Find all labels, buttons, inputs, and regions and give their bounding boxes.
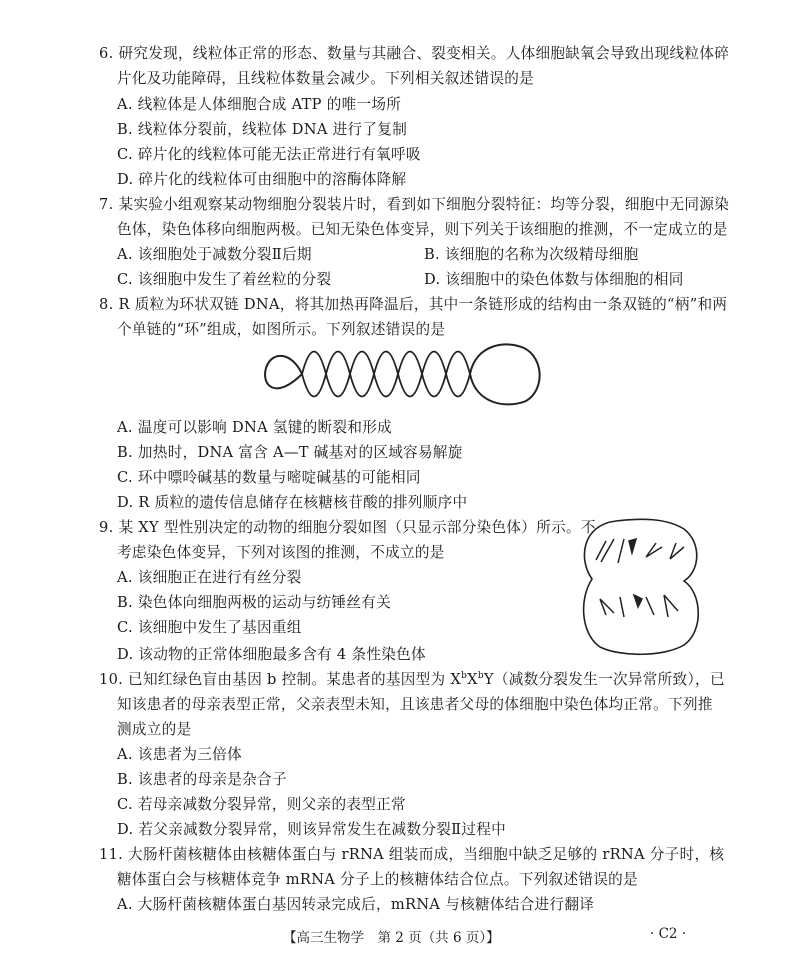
q8-option-d: D. R 质粒的遗传信息储存在核糖核苷酸的排列顺序中 <box>117 494 468 511</box>
q6-option-a: A. 线粒体是人体细胞合成 ATP 的唯一场所 <box>117 96 402 113</box>
q9-option-c: C. 该细胞中发生了基因重组 <box>117 619 302 636</box>
chromosome <box>670 543 684 559</box>
q9-option-a: A. 该细胞正在进行有丝分裂 <box>117 569 302 586</box>
q10-allele-sup-1: b <box>461 671 468 682</box>
q10-stem-line1 <box>99 670 725 690</box>
chromosome <box>620 597 624 617</box>
q7-option-a: A. 该细胞处于减数分裂Ⅱ后期 <box>117 246 312 263</box>
q10-option-c: C. 若母亲减数分裂异常，则父亲的表型正常 <box>117 796 406 813</box>
q11-stem-line2: 糖体蛋白会与核糖体竞争 mRNA 分子上的核糖体结合位点。下列叙述错误的是 <box>117 871 638 888</box>
chromosome <box>629 539 636 553</box>
q8-stem-line2: 个单链的“环”组成，如图所示。下列叙述错误的是 <box>117 321 446 338</box>
q7-option-d: D. 该细胞中的染色体数与体细胞的相同 <box>424 271 684 288</box>
chromosome <box>600 599 614 615</box>
q8-stem-line1: 8. R 质粒为环状双链 DNA，将其加热再降温后，其中一条链形成的结构由一条双链的“柄”和两 <box>99 296 728 313</box>
chromosome <box>664 595 678 617</box>
dividing-cell-figure <box>580 515 702 659</box>
dna-stem-loop-figure <box>262 338 546 410</box>
q10-stem-line2: 知该患者的母亲表型正常，父亲表型未知，且该患者父母的体细胞中染色体均正常。下列推 <box>117 696 713 713</box>
page-footer-code: · C2 · <box>650 926 687 942</box>
q10-stem-mid: X <box>467 671 478 688</box>
q7-stem-line1: 7. 某实验小组观察某动物细胞分裂装片时，看到如下细胞分裂特征：均等分裂，细胞中无同源染 <box>99 196 730 213</box>
q6-option-d: D. 碎片化的线粒体可由细胞中的溶酶体降解 <box>117 171 407 188</box>
q8-option-b: B. 加热时，DNA 富含 A—T 碱基对的区域容易解旋 <box>117 444 463 461</box>
q10-option-d: D. 若父亲减数分裂异常，则该异常发生在减数分裂Ⅱ过程中 <box>117 821 507 838</box>
q7-option-b: B. 该细胞的名称为次级精母细胞 <box>424 246 639 263</box>
q9-stem-line1: 9. 某 XY 型性别决定的动物的细胞分裂如图（只显示部分染色体）所示。不 <box>99 519 596 536</box>
q10-stem-pre: 10. 已知红绿色盲由基因 b 控制。某患者的基因型为 X <box>99 671 462 688</box>
lower-chromosomes <box>600 595 678 617</box>
q10-stem-post: Y（减数分裂发生一次异常所致），已 <box>483 671 725 688</box>
q6-stem-line2: 片化及功能障碍，且线粒体数量会减少。下列相关叙述错误的是 <box>117 70 535 87</box>
upper-chromosomes <box>596 539 684 563</box>
chromosome <box>618 539 624 563</box>
page-footer-label: 【高三生物学 第 2 页（共 6 页）】 <box>283 930 500 946</box>
cell-outline <box>584 519 699 654</box>
chromosome <box>646 543 662 557</box>
q10-allele-sup-2: b <box>477 671 484 682</box>
q7-option-c: C. 该细胞中发生了着丝粒的分裂 <box>117 271 332 288</box>
double-strand-stem-b <box>302 352 470 397</box>
q6-option-c: C. 碎片化的线粒体可能无法正常进行有氧呼吸 <box>117 146 421 163</box>
q11-stem-line1: 11. 大肠杆菌核糖体由核糖体蛋白与 rRNA 组装而成，当细胞中缺乏足够的 rRNA 分子时，核 <box>99 846 725 863</box>
q9-stem-line2: 考虑染色体变异，下列对该图的推测，不成立的是 <box>117 544 445 561</box>
left-single-strand-loop <box>265 356 302 388</box>
q8-option-a: A. 温度可以影响 DNA 氢键的断裂和形成 <box>117 419 393 436</box>
right-single-strand-loop <box>470 344 540 404</box>
q6-option-b: B. 线粒体分裂前，线粒体 DNA 进行了复制 <box>117 121 408 138</box>
q10-option-a: A. 该患者为三倍体 <box>117 746 242 763</box>
q9-option-b: B. 染色体向细胞两极的运动与纺锤丝有关 <box>117 594 392 611</box>
double-strand-stem-a <box>302 352 470 397</box>
chromosome <box>646 597 654 615</box>
q10-stem-line3: 测成立的是 <box>117 721 192 738</box>
q7-stem-line2: 色体，染色体移向细胞两极。已知无染色体变异，则下列关于该细胞的推测，不一定成立的是 <box>117 221 728 238</box>
q8-option-c: C. 环中嘌呤碱基的数量与嘧啶碱基的可能相同 <box>117 469 421 486</box>
q10-option-b: B. 该患者的母亲是杂合子 <box>117 771 287 788</box>
chromosome <box>601 539 614 562</box>
chromosome <box>634 595 642 607</box>
q11-option-a: A. 大肠杆菌核糖体蛋白基因转录完成后，mRNA 与核糖体结合进行翻译 <box>117 896 595 913</box>
q6-stem-line1: 6. 研究发现，线粒体正常的形态、数量与其融合、裂变相关。人体细胞缺氧会导致出现线粒体碎 <box>99 45 730 62</box>
q9-option-d: D. 该动物的正常体细胞最多含有 4 条性染色体 <box>117 646 426 663</box>
